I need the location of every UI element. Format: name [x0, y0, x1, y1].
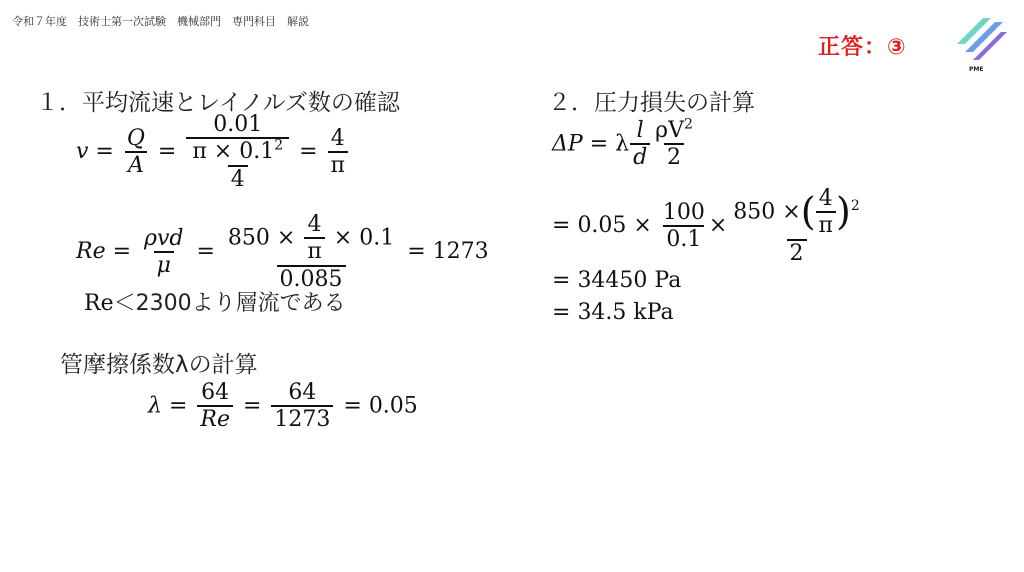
- result-pa: 34450 Pa: [577, 268, 682, 293]
- two-den-b: 2: [787, 239, 807, 266]
- pi-b: π: [816, 211, 836, 238]
- four-denominator: 4: [228, 165, 248, 192]
- v-exp: 2: [684, 116, 693, 133]
- result-kpa: 34.5 kPa: [577, 300, 674, 325]
- diameter-value: 0.1: [663, 225, 704, 252]
- 64-over-re: [197, 380, 233, 433]
- velocity-den: π: [328, 151, 348, 178]
- answer-label: 正答：③: [818, 35, 907, 60]
- pi-d-exp: 2: [274, 137, 284, 154]
- four-over-pi: [304, 212, 324, 265]
- pressure-result-pa: = 34450 Pa: [552, 268, 682, 293]
- rvd-over-mu: [141, 226, 186, 279]
- rvd: ρvd: [144, 225, 184, 251]
- reynolds-den: 1273: [271, 405, 333, 432]
- dynamic-pressure: [730, 186, 862, 266]
- friction-result: 0.05: [368, 393, 418, 419]
- re-symbol: Re: [76, 238, 106, 264]
- mu: μ: [154, 251, 174, 278]
- pi-d: π × 0.1: [192, 139, 275, 165]
- velocity-num: 4: [330, 125, 345, 151]
- area-expression: [186, 137, 289, 192]
- re-den: Re: [197, 405, 233, 432]
- rho-v2-over-2: [652, 118, 696, 171]
- rho-value: 850 ×: [733, 199, 801, 225]
- section2-heading: ２．圧力損失の計算: [548, 90, 755, 116]
- friction-heading: 管摩擦係数λの計算: [60, 352, 258, 378]
- pi: π: [304, 237, 324, 264]
- reynolds-numerator: [225, 212, 397, 265]
- pressure-substitution: = 0.05 × $\frac{100}{0.1}$ × 850 ×( $\frac{4}{\pi}$ )$^2$ 2: [552, 186, 866, 266]
- l-over-d: [630, 118, 650, 171]
- four-b: 4: [818, 186, 833, 211]
- rho-850: 850 ×: [227, 225, 296, 251]
- dynamic-numerator: 850 ×( $\frac{4}{\pi}$ )$^2$: [733, 186, 860, 239]
- v-symbol: v: [76, 138, 89, 164]
- velocity-result: [328, 126, 348, 179]
- times: ×: [708, 212, 728, 238]
- length-over-diameter: [660, 200, 708, 253]
- flow-value: 0.01: [213, 112, 263, 137]
- re-text: Re: [84, 291, 114, 316]
- sixty-four: 64: [201, 380, 230, 405]
- lambda: λ: [615, 131, 630, 157]
- sixty-four-b: 64: [288, 380, 317, 405]
- q-over-a: [124, 126, 148, 179]
- friction-equation: λ = $\frac{64}{Re}$ = $\frac{64}{1273}$ = 0.05: [148, 380, 418, 433]
- laminar-conclusion: [84, 286, 346, 317]
- l-symbol: l: [636, 118, 644, 143]
- four: 4: [307, 212, 322, 237]
- pi-d2-over-4: [189, 139, 286, 192]
- two-den: 2: [664, 143, 684, 170]
- rho-v2: [652, 118, 696, 143]
- reynolds-substitution: [225, 212, 397, 292]
- square-exp: 2: [850, 197, 860, 214]
- lambda-value: 0.05 ×: [577, 212, 652, 238]
- reynolds-equation: Re = $\frac{\text{ρvd}}{\mu}$ = 850 × $\frac{4}{\pi}$ × 0.1 0.085 = 1273: [76, 212, 489, 292]
- rho-v: ρV: [655, 118, 684, 143]
- a-symbol: A: [125, 151, 147, 178]
- velocity-equation: v = $\frac{Q}{A}$ = $\frac{0.01}{\frac{\pi \times 0.1^2}{4}}$ = $\frac{4}{\pi}$: [76, 112, 351, 192]
- lambda-symbol: λ: [148, 393, 162, 419]
- pi-d2: [189, 139, 286, 164]
- laminar-text: ＜2300より層流である: [113, 291, 346, 316]
- length-value: 100: [662, 199, 705, 225]
- q-symbol: Q: [126, 125, 145, 151]
- pressure-result-kpa: = 34.5 kPa: [552, 300, 674, 325]
- times-diameter: × 0.1: [333, 225, 395, 251]
- area-fraction: [186, 112, 289, 192]
- header-title: 令和７年度 技術士第一次試験 機械部門 専門科目 解説: [12, 15, 309, 28]
- d-symbol: d: [630, 143, 650, 170]
- section1-heading: １．平均流速とレイノルズ数の確認: [36, 90, 400, 116]
- logo-label: PME: [969, 66, 984, 73]
- reynolds-result: 1273: [432, 238, 489, 264]
- 64-over-1273: [271, 380, 333, 433]
- pressure-formula: ΔP = λ $\frac{l}{d}$ $\frac{\rho V^2}{2}$: [552, 118, 697, 171]
- velocity-fraction: [816, 186, 836, 239]
- viscosity-value: 0.085: [277, 265, 346, 292]
- delta-p: ΔP: [552, 131, 583, 157]
